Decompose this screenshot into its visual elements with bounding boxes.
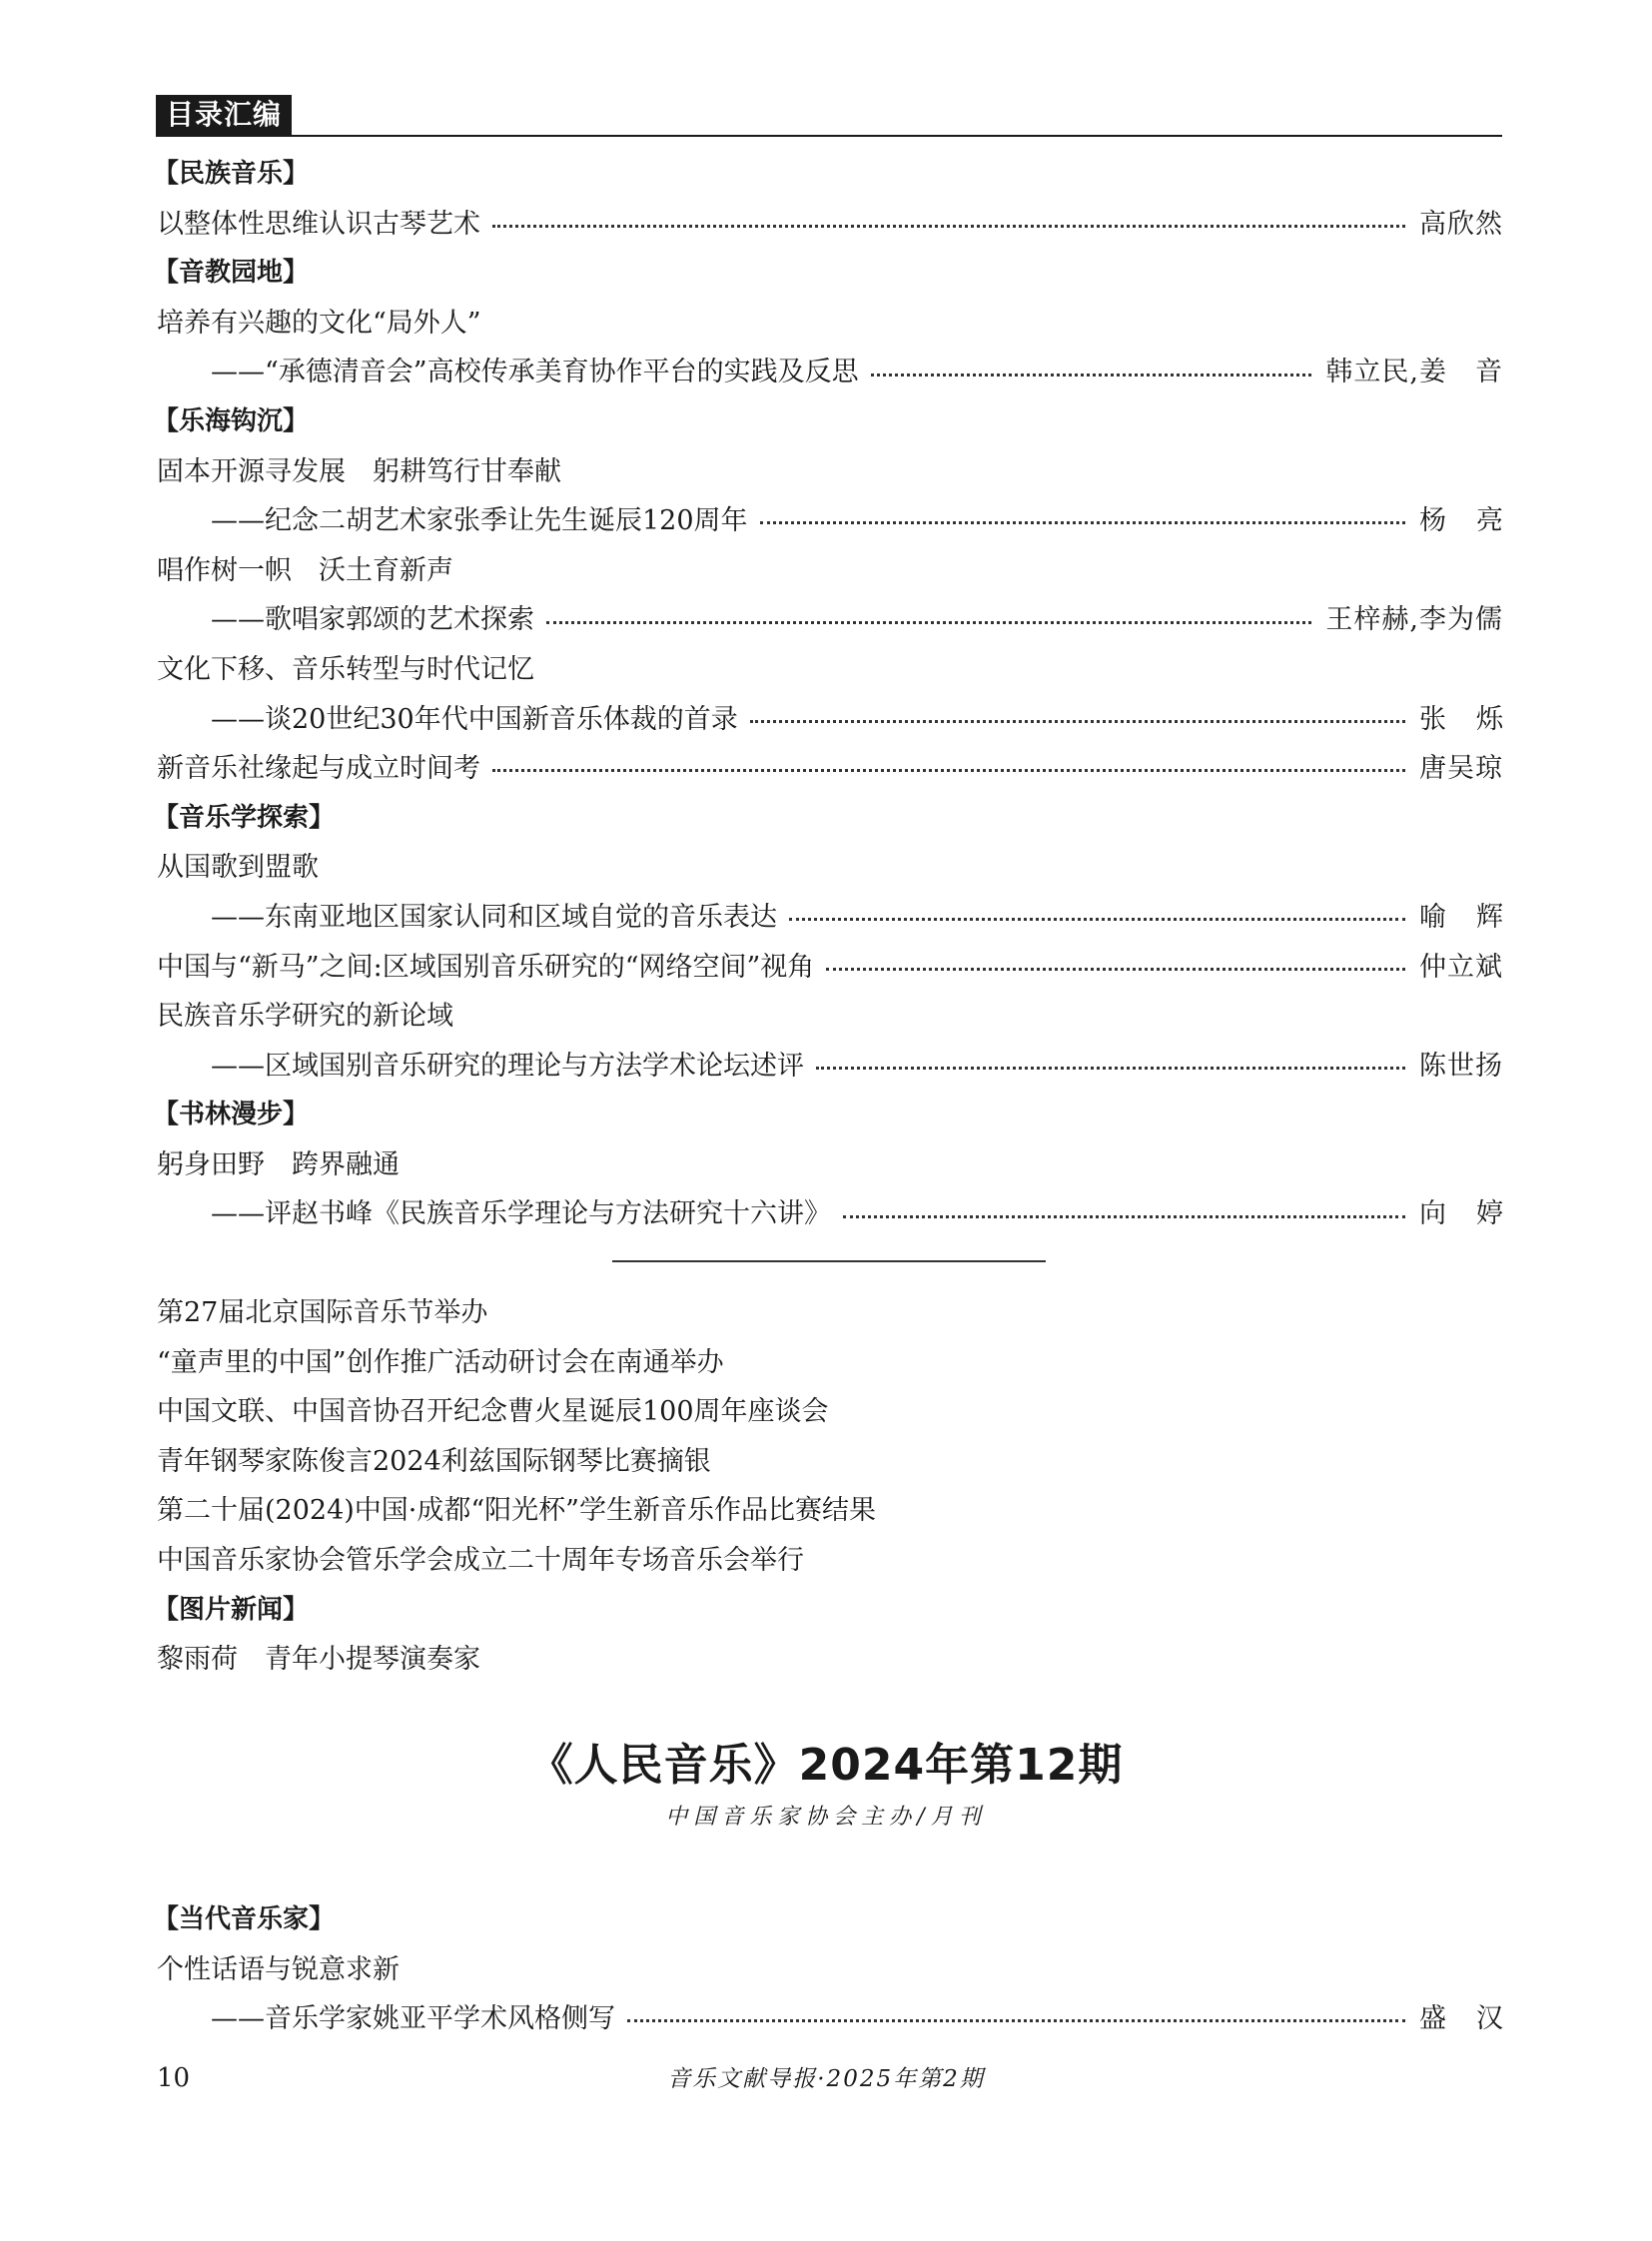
toc-title <box>157 546 1503 596</box>
entry-title: 固本开源寻发展 躬耕笃行甘奉献 <box>157 455 561 487</box>
toc-entry <box>157 348 1503 397</box>
entry-title: “童声里的中国”创作推广活动研讨会在南通举办 <box>157 1346 724 1378</box>
toc-title <box>157 992 1503 1042</box>
toc-title <box>157 1387 1503 1437</box>
entry-title: 个性话语与锐意求新 <box>157 1953 400 1985</box>
dot-leader <box>492 769 1405 772</box>
section-heading <box>153 249 1503 299</box>
toc-list <box>153 150 1533 1239</box>
section-heading <box>153 150 1503 200</box>
entry-subtitle: ——评赵书峰《民族音乐学理论与方法研究十六讲》 <box>211 1198 831 1230</box>
entry-title: 从国歌到盟歌 <box>157 852 319 884</box>
entry-title: 民族音乐学研究的新论域 <box>157 1001 453 1033</box>
toc-title <box>157 1288 1503 1338</box>
header-rule <box>156 135 1502 137</box>
toc-entry <box>157 1994 1533 2044</box>
dot-leader <box>627 2019 1405 2022</box>
issue-subtitle: 中国音乐家协会主办/月刊 <box>665 1805 987 1830</box>
entry-title: 唱作树一帜 沃土育新声 <box>157 554 453 586</box>
dot-leader <box>492 225 1405 228</box>
toc-title <box>157 1338 1503 1388</box>
toc-title <box>157 1536 1503 1586</box>
entry-subtitle: ——音乐学家姚亚平学术风格侧写 <box>211 2003 615 2035</box>
entry-author: 韩立民,姜 音 <box>1325 357 1503 388</box>
section-heading-text: 【书林漫步】 <box>153 1100 310 1130</box>
toc-title <box>157 299 1503 349</box>
dot-leader <box>760 521 1405 524</box>
section-heading <box>153 1091 1503 1140</box>
section-heading <box>153 397 1503 447</box>
entry-title: 中国音乐家协会管乐学会成立二十周年专场音乐会举行 <box>157 1544 804 1576</box>
entry-subtitle: ——东南亚地区国家认同和区域自觉的音乐表达 <box>211 901 777 933</box>
entry-author: 向婷 <box>1419 1198 1533 1230</box>
entry-title: 青年钢琴家陈俊言2024利兹国际钢琴比赛摘银 <box>157 1445 711 1477</box>
entry-title: 中国文联、中国音协召开纪念曹火星诞辰100周年座谈会 <box>157 1396 829 1428</box>
news-list <box>153 1288 1503 1685</box>
entry-author: 盛汉 <box>1419 2003 1533 2035</box>
dot-leader <box>843 1215 1405 1218</box>
divider-line <box>612 1260 1046 1262</box>
entry-subtitle: ——谈20世纪30年代中国新音乐体裁的首录 <box>211 703 738 735</box>
dot-leader <box>826 968 1405 971</box>
toc-entry <box>157 943 1503 993</box>
toc-title <box>157 1486 1503 1536</box>
section-heading-text: 【图片新闻】 <box>153 1594 310 1625</box>
entry-title: 新音乐社缘起与成立时间考 <box>157 753 480 785</box>
entry-title: 培养有兴趣的文化“局外人” <box>157 307 481 339</box>
toc-title <box>157 1140 1503 1190</box>
entry-title: 黎雨荷 青年小提琴演奏家 <box>157 1644 480 1676</box>
toc-title <box>157 447 1503 497</box>
entry-subtitle: ——歌唱家郭颂的艺术探索 <box>211 604 534 636</box>
entry-author: 张烁 <box>1419 703 1533 735</box>
entry-title: 中国与“新马”之间:区域国别音乐研究的“网络空间”视角 <box>157 951 815 983</box>
toc-entry <box>157 1189 1533 1239</box>
toc-entry <box>157 595 1503 645</box>
toc-title <box>157 1945 1503 1995</box>
entry-author: 高欣然 <box>1419 208 1503 240</box>
dot-leader <box>750 720 1405 723</box>
toc-entry <box>157 695 1533 745</box>
toc-entry <box>157 496 1533 546</box>
entry-title: 以整体性思维认识古琴艺术 <box>157 208 480 240</box>
section-heading-text: 【音乐学探索】 <box>153 802 336 833</box>
entry-author: 喻辉 <box>1419 901 1533 933</box>
section-heading <box>153 1586 1503 1636</box>
toc-entry <box>157 1042 1503 1092</box>
entry-title: 文化下移、音乐转型与时代记忆 <box>157 653 534 685</box>
issue-title: 《人民音乐》2024年第12期 <box>528 1740 1124 1791</box>
dot-leader <box>871 374 1312 376</box>
section-heading-text: 【民族音乐】 <box>153 159 310 189</box>
section-heading <box>153 794 1503 844</box>
toc-title <box>157 1437 1503 1487</box>
entry-title: 第27届北京国际音乐节举办 <box>157 1297 488 1328</box>
toc-entry <box>157 744 1503 794</box>
page-number: 10 <box>157 2063 191 2093</box>
section-heading-text: 【音教园地】 <box>153 258 310 289</box>
toc-title <box>157 645 1503 695</box>
toc-title <box>157 843 1503 893</box>
entry-subtitle: ——纪念二胡艺术家张季让先生诞辰120周年 <box>211 505 748 537</box>
section-heading-text: 【当代音乐家】 <box>153 1904 336 1934</box>
section-heading <box>153 1895 1503 1945</box>
entry-subtitle: ——“承德清音会”高校传承美育协作平台的实践及反思 <box>211 357 859 388</box>
dot-leader <box>546 621 1311 624</box>
toc-title <box>157 1635 1503 1685</box>
entry-author: 王梓赫,李为儒 <box>1325 604 1503 636</box>
entry-author: 陈世扬 <box>1419 1050 1503 1082</box>
header-label: 目录汇编 <box>156 95 292 135</box>
entry-author: 杨亮 <box>1419 505 1533 537</box>
toc-entry <box>157 893 1533 943</box>
entry-author: 唐吴琼 <box>1419 753 1503 785</box>
entry-title: 第二十届(2024)中国·成都“阳光杯”学生新音乐作品比赛结果 <box>157 1495 876 1527</box>
entry-subtitle: ——区域国别音乐研究的理论与方法学术论坛述评 <box>211 1050 804 1082</box>
toc-entry <box>157 200 1503 250</box>
dot-leader <box>789 918 1405 921</box>
dot-leader <box>816 1067 1405 1070</box>
running-footer: 音乐文献导报·2025年第2期 <box>667 2066 985 2092</box>
entry-title: 躬身田野 跨界融通 <box>157 1148 400 1180</box>
section-heading-text: 【乐海钩沉】 <box>153 405 310 436</box>
toc-list-second <box>153 1895 1533 2044</box>
section-header <box>156 95 1502 137</box>
entry-author: 仲立斌 <box>1419 951 1503 983</box>
